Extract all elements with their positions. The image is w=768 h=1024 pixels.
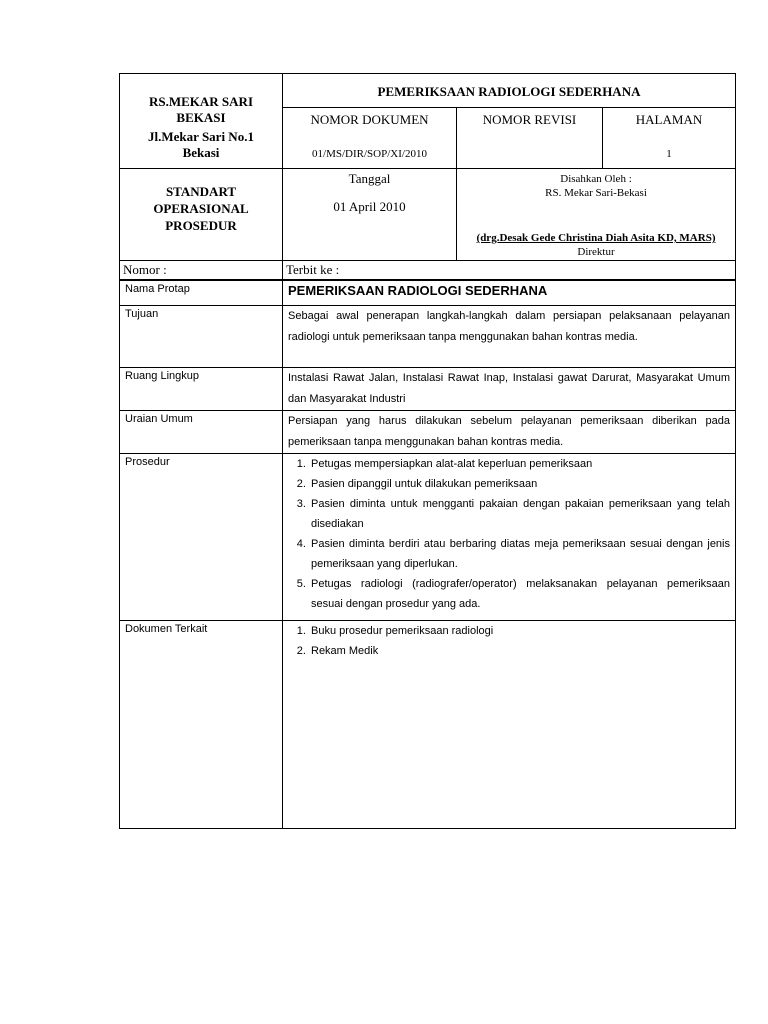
nomor-revisi-label: NOMOR REVISI (482, 112, 577, 127)
nama-protap-value: PEMERIKSAAN RADIOLOGI SEDERHANA (283, 281, 736, 306)
halaman-cell (603, 108, 736, 169)
dokumen-terkait-item: 1. Buku prosedur pemeriksaan radiologi (309, 621, 730, 641)
terbit-label: Terbit ke : (286, 262, 340, 277)
dokumen-terkait-item: 2. Rekam Medik (309, 641, 730, 661)
tujuan-label: Tujuan (120, 306, 283, 368)
sop-label-cell (120, 169, 283, 261)
signatory-title: Direktur (577, 246, 615, 258)
uraian-umum-label: Uraian Umum (120, 411, 283, 454)
dokumen-terkait-value (283, 621, 736, 829)
tanggal-cell (283, 169, 457, 261)
prosedur-item: 4. Pasien diminta berdiri atau berbaring diatas meja pemeriksaan sesuai dengan jenis pemeriksaan yang diperlukan. (309, 534, 730, 574)
nomor-dokumen-cell (283, 108, 457, 169)
header-table (119, 73, 736, 280)
signatory-name: (drg.Desak Gede Christina Diah Asita KD, MARS) (476, 232, 716, 244)
nomor-revisi-cell (457, 108, 603, 169)
prosedur-value (283, 454, 736, 621)
nomor-cell (120, 261, 283, 280)
nomor-label: Nomor : (123, 262, 167, 277)
prosedur-item: 3. Pasien diminta untuk mengganti pakaian dengan pakaian pemeriksaan yang telah disediakan (309, 494, 730, 534)
sop-document (119, 73, 735, 829)
tanggal-label: Tanggal (348, 171, 391, 186)
protap-table (119, 280, 736, 829)
dokumen-terkait-label: Dokumen Terkait (120, 621, 283, 829)
nama-protap-label: Nama Protap (120, 281, 283, 306)
disahkan-label: Disahkan Oleh : (560, 173, 632, 185)
prosedur-item: 5. Petugas radiologi (radiografer/operator) melaksanakan pelayanan pemeriksaan sesuai dengan prosedur yang ada. (309, 574, 730, 614)
halaman-value: 1 (666, 148, 672, 160)
uraian-umum-value: Persiapan yang harus dilakukan sebelum pelayanan pemeriksaan diberikan pada pemeriksaan tanpa menggunakan bahan kontras media. (283, 411, 736, 454)
prosedur-item: 1. Petugas mempersiapkan alat-alat keperluan pemeriksaan (309, 454, 730, 474)
sop-label: STANDART OPERASIONAL PROSEDUR (153, 184, 249, 233)
halaman-label: HALAMAN (635, 112, 703, 127)
tanggal-value: 01 April 2010 (333, 199, 406, 214)
disahkan-org: RS. Mekar Sari-Bekasi (545, 187, 647, 199)
nomor-revisi-value (457, 148, 602, 168)
disahkan-cell (457, 169, 736, 261)
tujuan-value: Sebagai awal penerapan langkah-langkah dalam persiapan pelaksanaan pelayanan radiologi untuk pemeriksaan tanpa menggunakan bahan kontras media. (283, 306, 736, 368)
hospital-address: Jl.Mekar Sari No.1 Bekasi (148, 129, 254, 160)
ruang-lingkup-label: Ruang Lingkup (120, 368, 283, 411)
prosedur-list (288, 454, 730, 614)
prosedur-label: Prosedur (120, 454, 283, 621)
hospital-identity (120, 74, 283, 169)
prosedur-item: 2. Pasien dipanggil untuk dilakukan pemeriksaan (309, 474, 730, 494)
ruang-lingkup-value: Instalasi Rawat Jalan, Instalasi Rawat Inap, Instalasi gawat Darurat, Masyarakat Umum dan Masyarakat Industri (283, 368, 736, 411)
terbit-cell (283, 261, 736, 280)
hospital-name: RS.MEKAR SARI BEKASI (148, 94, 253, 125)
document-title: PEMERIKSAAN RADIOLOGI SEDERHANA (283, 74, 736, 108)
nomor-dokumen-label: NOMOR DOKUMEN (310, 112, 429, 127)
nomor-dokumen-value: 01/MS/DIR/SOP/XI/2010 (312, 148, 427, 160)
dokumen-terkait-list (288, 621, 730, 661)
